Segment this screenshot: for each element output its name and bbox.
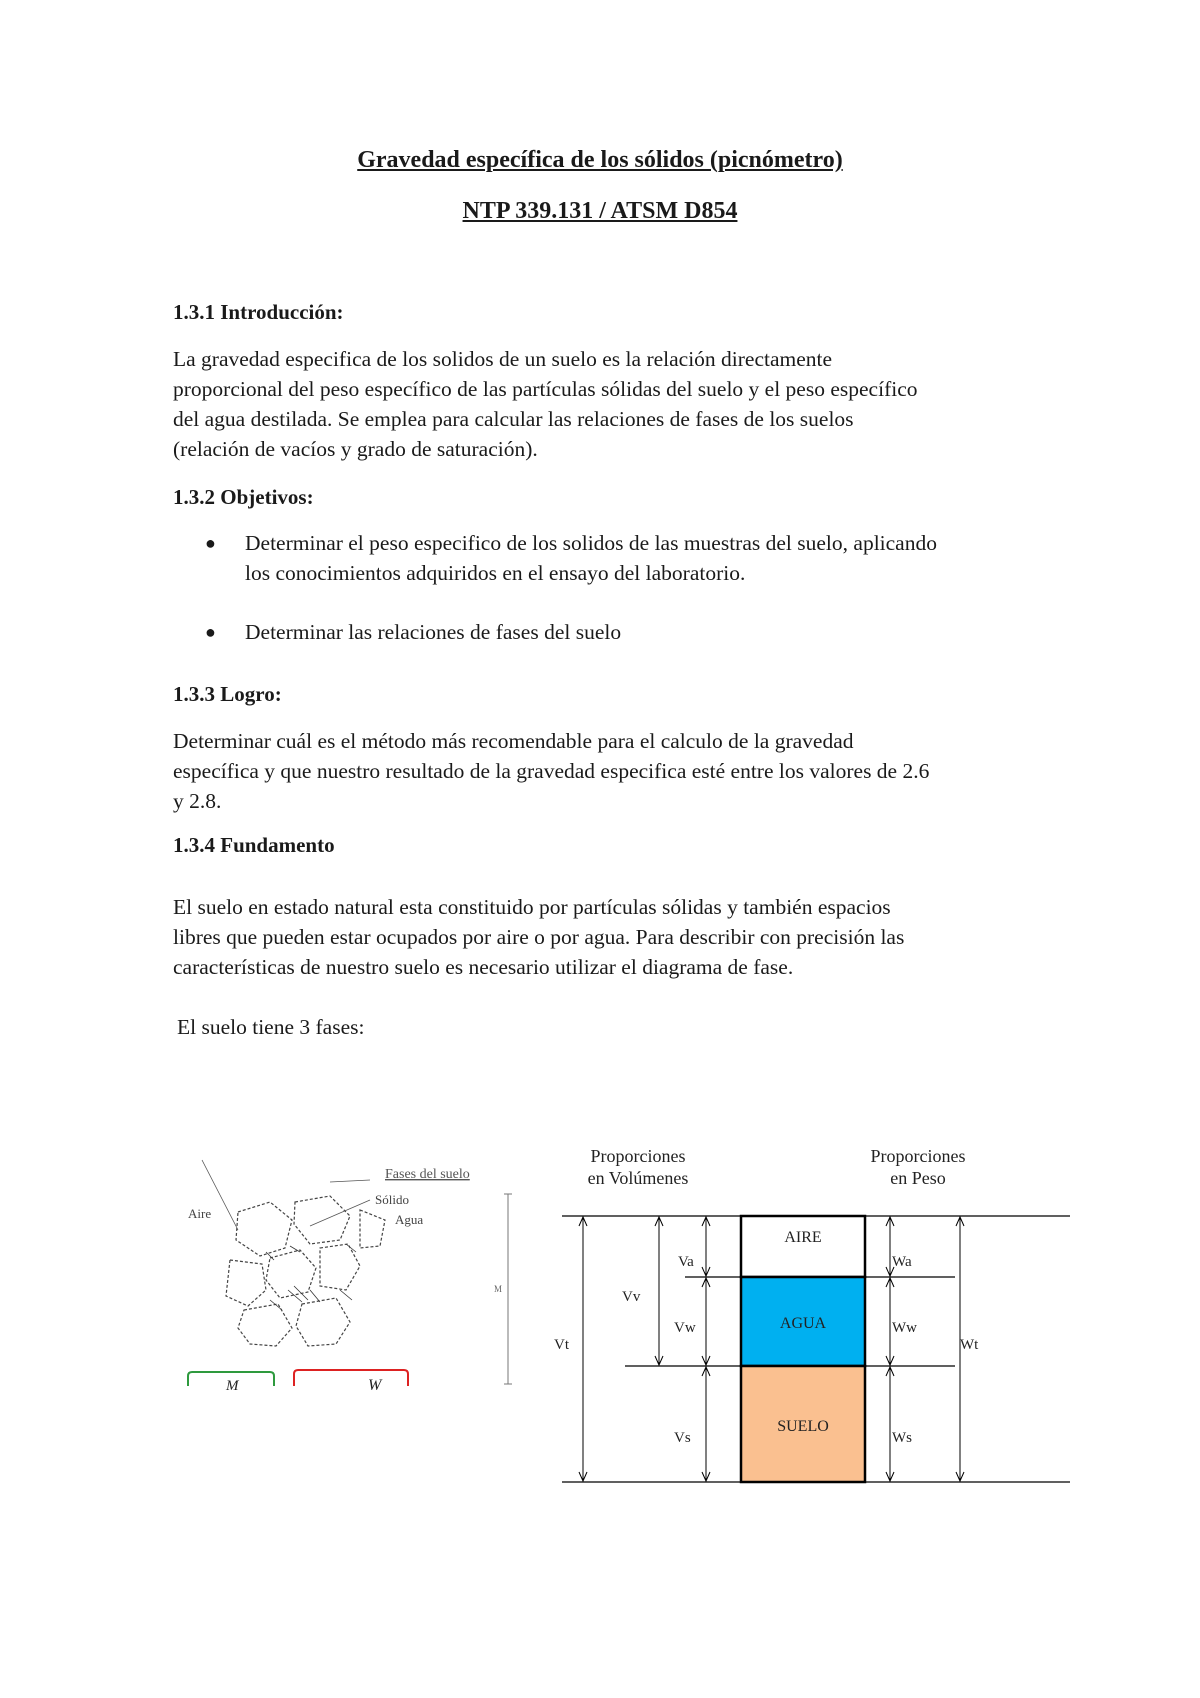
red-box-label: W <box>368 1377 382 1394</box>
green-box-label: M <box>226 1378 239 1394</box>
vol-label-vv: Vv <box>622 1289 641 1305</box>
label-solido: Sólido <box>375 1192 409 1207</box>
achievement-heading: 1.3.3 Logro: <box>173 682 282 706</box>
bullet-icon: ● <box>205 622 216 642</box>
bullet-icon: ● <box>205 533 216 553</box>
wt-label-wt: Wt <box>960 1337 979 1353</box>
objective-item <box>245 617 1065 647</box>
wt-label-ws: Ws <box>892 1430 912 1446</box>
side-marker-label: M <box>494 1284 503 1294</box>
foundation-heading: 1.3.4 Fundamento <box>173 833 335 857</box>
soil-phase-figure <box>170 1140 1070 1510</box>
volume-header-line2: en Volúmenes <box>587 1168 689 1188</box>
vol-label-va: Va <box>678 1254 694 1270</box>
intro-paragraph <box>173 344 1053 464</box>
document-title: Gravedad específica de los sólidos (picnómetro) <box>357 147 843 173</box>
foundation-line: El suelo en estado natural esta constituido por partículas sólidas y también espacios <box>173 895 891 919</box>
label-leader-agua <box>310 1200 370 1226</box>
objective-line: Determinar las relaciones de fases del suelo <box>245 620 622 644</box>
foundation-line: libres que pueden estar ocupados por aire o por agua. Para describir con precisión las <box>173 925 905 949</box>
objective-line: Determinar el peso especifico de los solidos de las muestras del suelo, aplicando <box>245 531 937 555</box>
intro-heading: 1.3.1 Introducción: <box>173 300 344 324</box>
vol-label-vt: Vt <box>554 1337 569 1353</box>
label-aire: Aire <box>188 1206 212 1221</box>
phase-box-aire <box>741 1216 865 1277</box>
phase-label-aire: AIRE <box>784 1229 822 1246</box>
intro-line: La gravedad especifica de los solidos de un suelo es la relación directamente <box>173 347 833 371</box>
phases-intro: El suelo tiene 3 fases: <box>177 1015 365 1039</box>
phase-diagram <box>554 1146 1070 1482</box>
weight-header-line2: en Peso <box>890 1168 946 1188</box>
wt-label-wa: Wa <box>892 1254 912 1270</box>
foundation-line: características de nuestro suelo es necesario utilizar el diagrama de fase. <box>173 955 794 979</box>
achievement-paragraph <box>173 726 1053 816</box>
document-subtitle: NTP 339.131 / ATSM D854 <box>462 198 738 224</box>
volume-header-line1: Proporciones <box>590 1146 686 1166</box>
achievement-line: Determinar cuál es el método más recomendable para el calculo de la gravedad <box>173 729 854 753</box>
vol-label-vw: Vw <box>674 1320 696 1336</box>
phase-label-agua: AGUA <box>779 1315 827 1332</box>
water-films <box>266 1244 356 1310</box>
soil-particle-sketch <box>202 1160 470 1346</box>
foundation-paragraph <box>173 892 1053 982</box>
phase-label-suelo: SUELO <box>777 1418 829 1435</box>
wt-label-ww: Ww <box>892 1320 917 1336</box>
intro-line: (relación de vacíos y grado de saturación). <box>173 437 538 461</box>
intro-line: del agua destilada. Se emplea para calcular las relaciones de fases de los suelos <box>173 407 854 431</box>
sketch-cropped-title: Fases del suelo <box>385 1167 470 1182</box>
vol-label-vs: Vs <box>674 1430 691 1446</box>
achievement-line: específica y que nuestro resultado de la gravedad especifica esté entre los valores de 2.6 <box>173 759 930 783</box>
achievement-line: y 2.8. <box>173 789 222 813</box>
objective-line: los conocimientos adquiridos en el ensayo del laboratorio. <box>245 561 746 585</box>
side-bracket <box>504 1194 512 1384</box>
weight-header-line1: Proporciones <box>870 1146 966 1166</box>
soil-grains <box>226 1196 385 1346</box>
label-leader-solido <box>330 1180 370 1182</box>
objectives-heading: 1.3.2 Objetivos: <box>173 485 314 509</box>
intro-line: proporcional del peso específico de las partículas sólidas del suelo y el peso específico <box>173 377 918 401</box>
label-agua: Agua <box>395 1212 424 1227</box>
red-box <box>294 1370 408 1386</box>
objective-item <box>245 528 1065 588</box>
